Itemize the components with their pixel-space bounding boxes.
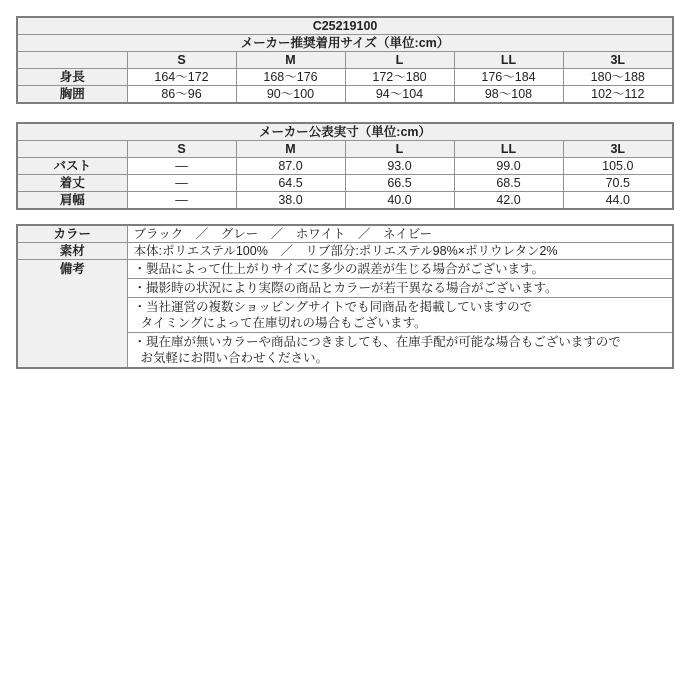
- column-header-m: M: [236, 52, 345, 69]
- note-text-continued: お気軽にお問い合わせください。: [140, 351, 329, 365]
- bust-value-3l: 105.0: [563, 158, 673, 175]
- column-header-ll: LL: [454, 52, 563, 69]
- chest-value-3l: 102～112: [563, 86, 673, 104]
- column-header-s: S: [127, 52, 236, 69]
- height-value-ll: 176～184: [454, 69, 563, 86]
- table-row-material: [17, 243, 673, 260]
- recommended-size-table-title: メーカー推奨着用サイズ（単位:cm）: [17, 35, 673, 52]
- height-value-l: 172～180: [345, 69, 454, 86]
- bust-value-l: 93.0: [345, 158, 454, 175]
- table-row-shoulder: [17, 192, 673, 210]
- column-header-row: [17, 52, 673, 69]
- note-item: [127, 333, 673, 369]
- table-row-note-1: [17, 260, 673, 279]
- color-options: ブラック ／ グレー ／ ホワイト ／ ネイビー: [127, 225, 673, 243]
- chest-value-l: 94～104: [345, 86, 454, 104]
- length-value-m: 64.5: [236, 175, 345, 192]
- note-text-continued: タイミングによって在庫切れの場合もございます。: [140, 316, 427, 330]
- chest-value-s: 86～96: [127, 86, 236, 104]
- bust-value-m: 87.0: [236, 158, 345, 175]
- table-row-bust: [17, 158, 673, 175]
- chest-value-ll: 98～108: [454, 86, 563, 104]
- note-text: ・撮影時の状況により実際の商品とカラーが若干異なる場合がございます。: [133, 281, 558, 295]
- length-value-3l: 70.5: [563, 175, 673, 192]
- table-row-height: [17, 69, 673, 86]
- note-item: [127, 260, 673, 279]
- length-value-l: 66.5: [345, 175, 454, 192]
- note-item: [127, 298, 673, 333]
- column-header-s: S: [127, 141, 236, 158]
- column-header-blank: [17, 141, 127, 158]
- chest-value-m: 90～100: [236, 86, 345, 104]
- table-title-row: [17, 35, 673, 52]
- recommended-size-table: [16, 16, 674, 104]
- product-code-row: [17, 17, 673, 35]
- length-value-s: ―: [127, 175, 236, 192]
- note-item: [127, 279, 673, 298]
- product-code: C25219100: [17, 17, 673, 35]
- height-value-s: 164～172: [127, 69, 236, 86]
- row-label-notes: 備考: [17, 260, 127, 369]
- shoulder-value-ll: 42.0: [454, 192, 563, 210]
- details-table: [16, 224, 674, 369]
- table-row-length: [17, 175, 673, 192]
- row-label-length: 着丈: [17, 175, 127, 192]
- row-label-color: カラー: [17, 225, 127, 243]
- row-label-chest: 胸囲: [17, 86, 127, 104]
- row-label-material: 素材: [17, 243, 127, 260]
- table-title-row: [17, 123, 673, 141]
- column-header-l: L: [345, 141, 454, 158]
- column-header-m: M: [236, 141, 345, 158]
- column-header-3l: 3L: [563, 52, 673, 69]
- row-label-shoulder: 肩幅: [17, 192, 127, 210]
- row-label-height: 身長: [17, 69, 127, 86]
- shoulder-value-s: ―: [127, 192, 236, 210]
- column-header-l: L: [345, 52, 454, 69]
- actual-size-table: [16, 122, 674, 210]
- column-header-ll: LL: [454, 141, 563, 158]
- note-text: ・現在庫が無いカラーや商品につきましても、在庫手配が可能な場合もございますので: [133, 335, 621, 349]
- bust-value-ll: 99.0: [454, 158, 563, 175]
- column-header-row: [17, 141, 673, 158]
- note-text: ・当社運営の複数ショッピングサイトでも同商品を掲載していますので: [133, 300, 533, 314]
- note-text: ・製品によって仕上がりサイズに多少の誤差が生じる場合がございます。: [133, 262, 545, 276]
- shoulder-value-l: 40.0: [345, 192, 454, 210]
- row-label-bust: バスト: [17, 158, 127, 175]
- shoulder-value-m: 38.0: [236, 192, 345, 210]
- table-row-color: [17, 225, 673, 243]
- column-header-3l: 3L: [563, 141, 673, 158]
- height-value-m: 168～176: [236, 69, 345, 86]
- bust-value-s: ―: [127, 158, 236, 175]
- shoulder-value-3l: 44.0: [563, 192, 673, 210]
- height-value-3l: 180～188: [563, 69, 673, 86]
- actual-size-table-title: メーカー公表実寸（単位:cm）: [17, 123, 673, 141]
- material-value: 本体:ポリエステル100% ／ リブ部分:ポリエステル98%×ポリウレタン2%: [127, 243, 673, 260]
- length-value-ll: 68.5: [454, 175, 563, 192]
- table-row-chest: [17, 86, 673, 104]
- column-header-blank: [17, 52, 127, 69]
